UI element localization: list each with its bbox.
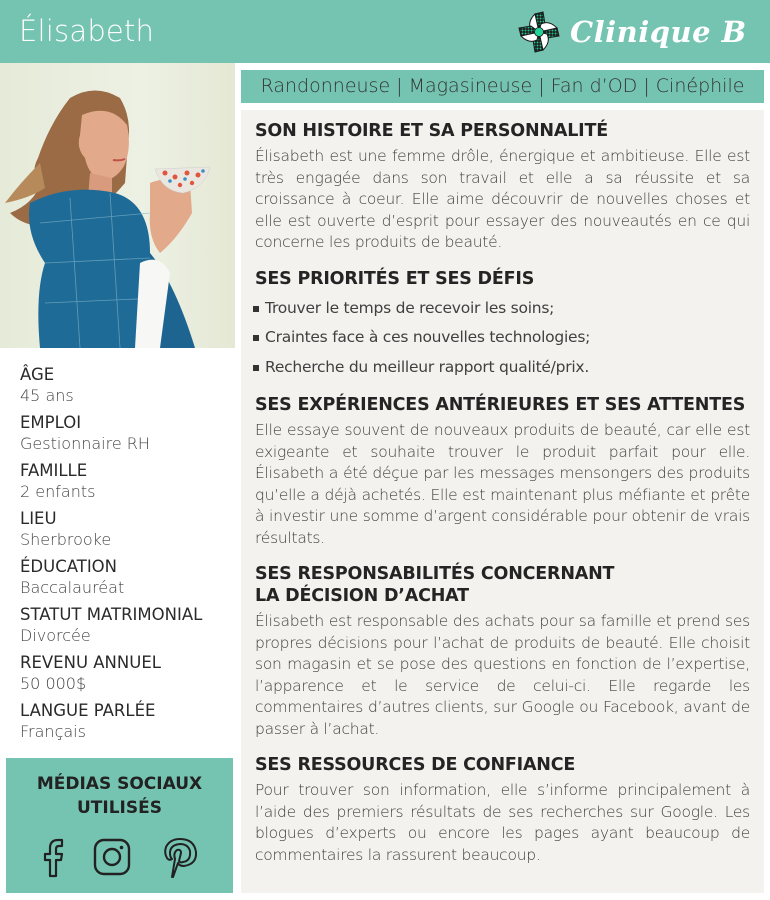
fact-value: Sherbrooke <box>20 530 112 549</box>
section-body: Élisabeth est une femme drôle, énergique et ambitieuse. Elle est très engagée dans son travail et elle a sa réussite et sa croissance à coeur. Elle aime découvrir de nouvelles choses et elle est ouverte d’esprit pour essayer des nouveautés en ce qui concerne les produits de beauté. <box>255 147 750 251</box>
section-title: SES PRIORITÉS ET SES DÉFIS <box>255 268 535 289</box>
fact-label: EMPLOI <box>20 413 82 432</box>
persona-facts <box>20 364 235 748</box>
section-title-line1: SES RESPONSABILITÉS CONCERNANT <box>255 564 615 584</box>
bullet-square-icon <box>253 365 259 371</box>
header-bar <box>0 0 770 63</box>
section-history <box>255 120 750 254</box>
fact-job <box>20 412 235 454</box>
fact-label: LANGUE PARLÉE <box>20 701 156 720</box>
fact-label: FAMILLE <box>20 461 88 480</box>
brand-logo[interactable] <box>516 9 747 55</box>
fact-value: Baccalauréat <box>20 578 125 597</box>
fact-value: Gestionnaire RH <box>20 434 150 453</box>
list-item-text: Recherche du meilleur rapport qualité/prix. <box>265 357 590 376</box>
fact-marital-status <box>20 604 235 646</box>
section-title-line2: LA DÉCISION D’ACHAT <box>255 586 469 606</box>
fact-label: REVENU ANNUEL <box>20 653 161 672</box>
bullet-square-icon <box>253 335 259 341</box>
fact-label: LIEU <box>20 509 57 528</box>
section-resources <box>255 754 750 866</box>
section-title <box>255 563 750 607</box>
social-media-box <box>6 758 233 893</box>
brand-name: Clinique B <box>570 15 747 49</box>
instagram-icon[interactable] <box>92 836 132 878</box>
fact-family <box>20 460 235 502</box>
list-item <box>255 353 750 383</box>
pinterest-icon[interactable] <box>160 836 200 878</box>
bullet-square-icon <box>253 306 259 312</box>
pinwheel-flower-icon <box>516 9 562 55</box>
persona-tagline: Randonneuse | Magasineuse | Fan d’OD | Cinéphile <box>241 70 764 103</box>
section-body: Élisabeth est responsable des achats pour sa famille et prend ses propres décisions pour l’achat de produits de beauté. Elle choisit son magasin et se pose des questions en fonction de l’expertise, l’apparence et le service de celui-ci. Elle regarde les commentaires d’autres clients, sur Google ou Facebook, avant de passer à l’achat. <box>255 612 750 738</box>
section-experiences <box>255 394 750 549</box>
facebook-icon[interactable] <box>33 836 73 878</box>
list-item <box>255 323 750 353</box>
list-item <box>255 294 750 324</box>
fact-label: ÉDUCATION <box>20 557 118 576</box>
section-title: SES EXPÉRIENCES ANTÉRIEURES ET SES ATTENTES <box>255 395 746 415</box>
fact-education <box>20 556 235 598</box>
persona-details-panel <box>241 110 764 893</box>
social-icons <box>6 836 233 878</box>
list-item-text: Craintes face à ces nouvelles technologies; <box>265 328 591 346</box>
persona-photo <box>0 63 235 348</box>
priorities-list <box>255 294 750 383</box>
fact-label: ÂGE <box>20 365 55 384</box>
fact-location <box>20 508 235 550</box>
section-title: SON HISTOIRE ET SA PERSONNALITÉ <box>255 121 608 141</box>
fact-value: Divorcée <box>20 626 91 645</box>
fact-value: Français <box>20 722 86 741</box>
section-priorities <box>255 268 750 383</box>
fact-income <box>20 652 235 694</box>
social-title-line1: MÉDIAS SOCIAUX <box>36 774 203 794</box>
fact-label: STATUT MATRIMONIAL <box>20 605 203 624</box>
section-responsibilities <box>255 563 750 740</box>
list-item-text: Trouver le temps de recevoir les soins; <box>265 298 555 317</box>
social-media-title <box>6 772 233 820</box>
fact-value: 45 ans <box>20 386 74 405</box>
portrait-illustration <box>0 63 235 348</box>
section-title: SES RESSOURCES DE CONFIANCE <box>255 755 576 775</box>
fact-value: 2 enfants <box>20 482 96 501</box>
section-body: Pour trouver son information, elle s’informe principalement à l’aide des premiers résultats de ses recherches sur Google. Les blogues d’experts ou encore les pages ayant beaucoup de commentaires la rassurent beaucoup. <box>255 781 750 864</box>
persona-name: Élisabeth <box>19 14 155 48</box>
social-title-line2: UTILISÉS <box>77 798 162 818</box>
fact-age <box>20 364 235 406</box>
fact-language <box>20 700 235 742</box>
section-body: Elle essaye souvent de nouveaux produits de beauté, car elle est exigeante et souhaite trouver le produit parfait pour elle. Élisabeth a été déçue par les messages mensongers des produits qu’elle a déjà achetés. Elle est maintenant plus méfiante et prête à investir une somme d’argent considérable pour obtenir de vrais résultats. <box>255 421 750 547</box>
fact-value: 50 000$ <box>20 674 87 693</box>
